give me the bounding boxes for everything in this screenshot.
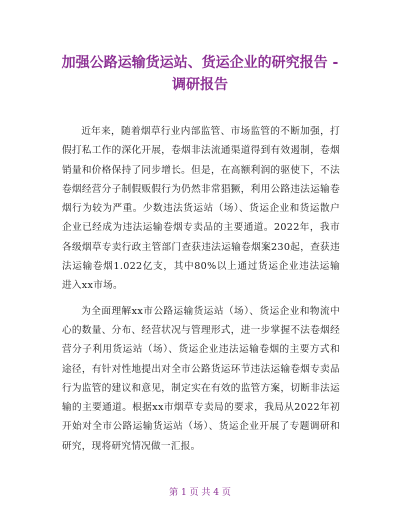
page-footer xyxy=(0,485,400,498)
paragraph-1: 近年来，随着烟草行业内部监管、市场监管的不断加强，打假打私工作的深化开展，卷烟非法流通渠道得到有效遏制，卷烟销量和价格保持了同步增长。但是，在高额利润的驱使下，不法卷烟经营分子制假贩假行为仍然非常猖獗，利用公路违法运输卷烟行为较为严重。少数违法货运站（场）、货运企业和货运散户企业已经成为违法运输卷烟专卖品的主要通道。2022年，我市各级烟草专卖行政主管部门查获违法运输卷烟案230起，查获违法运输卷烟1.022亿支，其中80%以上通过货运企业违法运输进入xx市场。 xyxy=(62,126,340,292)
title-line-1: 加强公路运输货运站、货运企业的研究报告 - xyxy=(61,55,339,71)
paragraph-2: 为全面理解xx市公路运输货运站（场）、货运企业和物流中心的数量、分布、经营状况与管理形式，进一步掌握不法卷烟经营分子利用货运站（场）、货运企业违法运输卷烟的主要方式和途径，有针对性地提出对全市公路货运环节违法运输卷烟专卖品行为监管的建议和意见，制定实在有效的监管方案，切断非法运输的主要通道。根据xx市烟草专卖局的要求，我局从2022年初开始对全市公路运输货运站（场）、货运企业开展了专题调研和研究，现将研究情况做一汇报。 xyxy=(62,305,340,452)
document-title xyxy=(44,52,356,96)
page-number: 第 1 页 共 4 页 xyxy=(169,488,231,498)
document-body xyxy=(62,122,340,462)
title-line-2: 调研报告 xyxy=(172,77,228,93)
